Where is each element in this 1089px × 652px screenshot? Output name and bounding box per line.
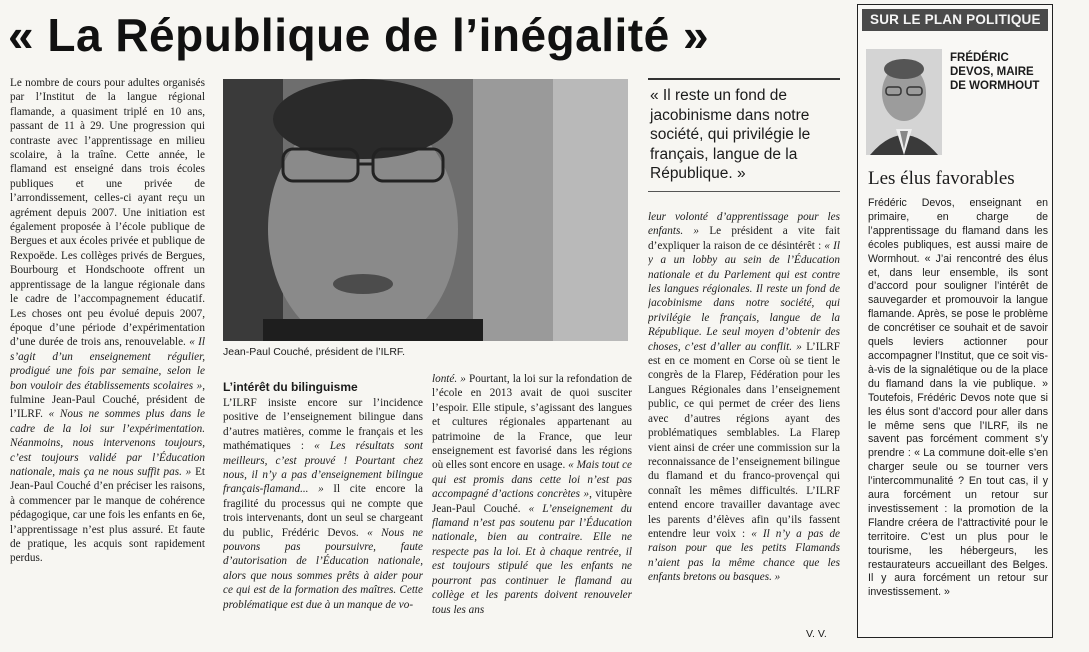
paragraph-text: Pourtant, la loi sur la refondation de l’école en 2013 avait de quoi susciter l’espoir. Elle stipule, s’agissant des langues et cultures régionales appartenant au patrimoine de la France, que leur enseignement est favorisé dans les régions où elles sont encore en usage. <box>432 373 632 472</box>
quote-text: leur volonté d’apprentissage pour les enfants. » <box>648 211 840 238</box>
article-column-3 <box>432 372 632 642</box>
quote-text: lonté. » <box>432 373 466 385</box>
paragraph-text: L’ILRF est en ce moment en Corse où se tient le congrès de la Flarep, Fédération pour les Langues Régionales dans l’enseignement public, ce qui permet de créer des liens avec d’autres régions ayant des problématiques semblables. La Flarep vient ainsi de créer une commission sur la reconnaissance de l’enseignement bilingue du flamand et du franco-provençal qui connaît les mêmes difficultés. L’ILRF entend encore travailler davantage avec les parents d’élèves afin qu’ils fassent entendre leur voix : <box>648 340 840 540</box>
quote-text: « Il y a un lobby au sein de l’Éducation nationale et du Parlement qui est contre les langues régionales. Il reste un fond de jacobinisme dans notre société, qui privilégie le français, langue de la République. Le seul moyen d’obtenir des choses, c’est d’aller au conflit. » <box>648 239 840 353</box>
paragraph-text: Il cite encore la fragilité du processus qui ne compte que trois intervenants, dont un seul se chargeant du public, Frédéric Devos. <box>223 483 423 539</box>
article-column-1 <box>10 76 205 642</box>
portrait-photo-jean-paul-couche <box>223 79 628 341</box>
article-headline: « La République de l’inégalité » <box>8 9 710 61</box>
paragraph-text: , vitupère Jean-Paul Couché. <box>432 488 632 515</box>
paragraph-text: , fulmine Jean-Paul Couché, président de l’ILRF. <box>10 379 205 421</box>
section-subhead: L’intérêt du bilinguisme <box>223 380 358 394</box>
quote-text: « Il n’y a pas de raison pour que les petits Flamands n’aient pas la même chance que les enfants bretons ou basques. » <box>648 527 840 584</box>
portrait-name-label: FRÉDÉRIC DEVOS, MAIRE DE WORMHOUT <box>950 52 1040 92</box>
paragraph-text: Et Jean-Paul Couché d’en préciser les raisons, à commencer par le manque de cohérence pédagogique, car une fois les enfants en 6e, l’apprentissage n’est plus assuré. Et faute de pratique, les acquis sont rapidement perdus. <box>10 465 205 565</box>
article-column-2 <box>223 380 423 642</box>
quote-text: « Les résultats sont meilleurs, c’est prouvé ! Pourtant chez nous, il n’y a pas d’enseignement bilingue français-flamand... » <box>223 440 423 496</box>
article-column-4 <box>648 210 840 642</box>
quote-text: « L’enseignement du flamand n’est pas soutenu par l’Éducation nationale, bien au contraire. Elle ne respecte pas la loi. Et à chaque rentrée, il est toujours stipulé que les enfants ne pourront pas continuer le flamand au collège et les parents doivent renouveler tous les ans <box>432 502 632 616</box>
portrait-photo-frederic-devos <box>866 49 942 155</box>
paragraph-intro: Le nombre de cours pour adultes organisés par l’Institut de la langue régional flamande, a quasiment triplé en 10 ans, passant de 11 à 29. Une progression qui contraste avec l’apprentissage en milieu scolaire, à la traîne. Cette année, le flamand est enseigné dans trois écoles publiques et une privée de l’arrondissement, celles-ci ayant reçu un agrément depuis 2007. Une initiation est également proposée à l’école publique de Bergues et aux écoles privée et publique de Rexpoëde. Les collèges privés de Bergues, Bourbourg et Hondschoote offrent un apprentissage de la langue régionale dans le cadre de l’accompagnement éducatif. Les choses ont peu évolué depuis 2007, époque d’une période d’expérimentation d’une durée de trois ans, renouvelable. <box>10 77 205 349</box>
photo-caption: Jean-Paul Couché, président de l’ILRF. <box>223 346 406 358</box>
quote-text: « Il s’agit d’un enseignement régulier, prodigué une fois par semaine, selon le bon vouloir des établissements scolaires » <box>10 336 205 392</box>
sidebar-header: SUR LE PLAN POLITIQUE <box>862 9 1048 31</box>
paragraph-text: Le président a vite fait d’expliquer la raison de ce désintérêt : <box>648 225 840 252</box>
pull-quote: « Il reste un fond de jacobinisme dans notre société, qui privilégie le français, langue de la République. » <box>648 78 840 192</box>
author-signature: V. V. <box>806 628 827 640</box>
quote-text: « Nous ne sommes plus dans le cadre de la loi sur l’expérimentation. Néanmoins, nous intervenons toujours, c’est toujours validé par l’Éducation nationale, mais ça ne nous suffit pas. » <box>10 408 205 478</box>
sidebar-box-politique <box>857 4 1053 638</box>
paragraph-text: L’ILRF insiste encore sur l’incidence positive de l’enseignement bilingue dans d’autres matières, comme le français et les mathématiques : <box>223 397 423 453</box>
sidebar-body-text: Frédéric Devos, enseignant en primaire, en charge de l’apprentissage du flamand dans les écoles publiques, est aussi maire de Wormhout. « J’ai rencontré des élus et, dans leur ensemble, ils sont d’accord pour souligner l’intérêt de sauvegarder et promouvoir la langue flamande. Après, se pose le problème de concrétiser ce souhait et de savoir quels leviers actionner pour accompagner l’Institut, que ce soit vis-à-vis de la signalétique ou de la place du flamand dans la vie publique. » Toutefois, Frédéric Devos note que si les élus sont d’accord pour aller dans le même sens que l’ILRF, ils ne savent pas forcément comment s’y prendre : « La commune doit-elle s’en charger seule ou se tourner vers l’intercommunalité ? En tout cas, il y aura forcément un retour sur investissement : la promotion de la Flandre créera de l’attractivité pour le territoire. C’est un plus pour le tourisme, les hébergeurs, les restaurateurs accueillant des Belges. Il y aura forcément un retour sur investissement. » <box>868 197 1048 599</box>
quote-text: « Mais tout ce qui est promis dans cette loi n’est pas accompagné d’actions concrètes » <box>432 459 632 501</box>
sidebar-title: Les élus favorables <box>868 168 1015 189</box>
quote-text: « Nous ne pouvons pas poursuivre, faute d’autorisation de l’Éducation nationale, alors que nous sommes prêts à aider pour ce qui est de la formation des maîtres. Cette problématique est due à un manque de vo- <box>223 526 423 611</box>
